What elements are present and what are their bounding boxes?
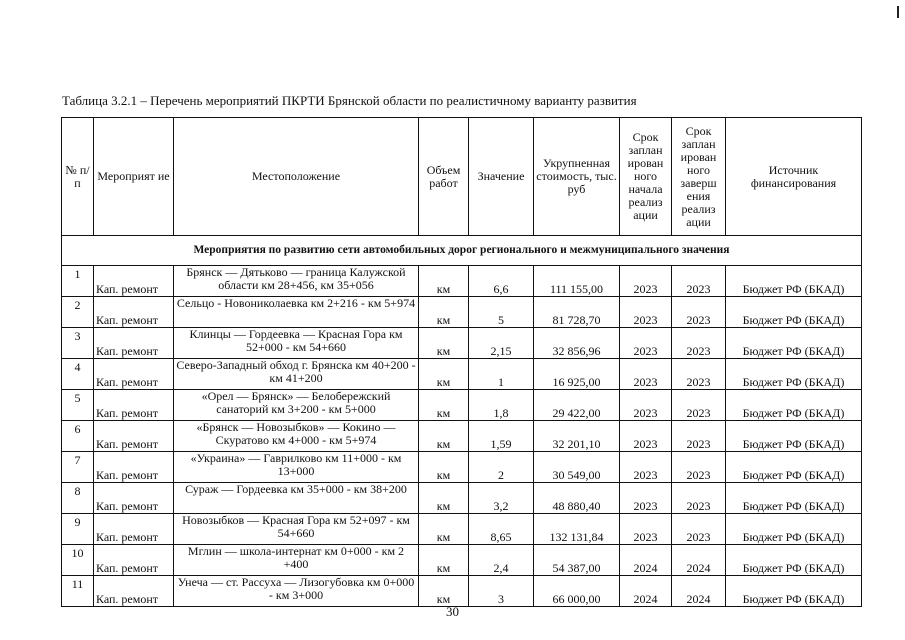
row-number: 11 [62, 576, 94, 607]
header-cost: Укрупненная стоимость, тыс. руб [534, 118, 620, 236]
row-unit: км [419, 421, 469, 452]
row-source: Бюджет РФ (БКАД) [726, 359, 862, 390]
row-value: 2 [469, 452, 534, 483]
row-cost: 30 549,00 [534, 452, 620, 483]
row-number: 8 [62, 483, 94, 514]
row-source: Бюджет РФ (БКАД) [726, 390, 862, 421]
row-number: 1 [62, 266, 94, 297]
table-row [62, 297, 862, 328]
header-num: № п/п [62, 118, 94, 236]
row-end-year: 2023 [672, 514, 726, 545]
row-end-year: 2024 [672, 576, 726, 607]
row-cost: 111 155,00 [534, 266, 620, 297]
row-start-year: 2023 [620, 390, 672, 421]
row-value: 8,65 [469, 514, 534, 545]
row-cost: 32 856,96 [534, 328, 620, 359]
row-event: Кап. ремонт [94, 328, 174, 359]
row-cost: 29 422,00 [534, 390, 620, 421]
row-location: Сельцо - Новониколаевка км 2+216 - км 5+974 [174, 297, 419, 328]
row-cost: 16 925,00 [534, 359, 620, 390]
row-source: Бюджет РФ (БКАД) [726, 297, 862, 328]
row-location: «Орел — Брянск» — Белобережский санаторий км 3+200 - км 5+000 [174, 390, 419, 421]
row-end-year: 2023 [672, 359, 726, 390]
row-location: Новозыбков — Красная Гора км 52+097 - км 54+660 [174, 514, 419, 545]
row-cost: 132 131,84 [534, 514, 620, 545]
row-event: Кап. ремонт [94, 514, 174, 545]
row-event: Кап. ремонт [94, 452, 174, 483]
table-row [62, 483, 862, 514]
row-value: 1 [469, 359, 534, 390]
row-unit: км [419, 266, 469, 297]
row-source: Бюджет РФ (БКАД) [726, 452, 862, 483]
row-location: «Украина» — Гаврилково км 11+000 - км 13+000 [174, 452, 419, 483]
row-event: Кап. ремонт [94, 545, 174, 576]
row-value: 2,4 [469, 545, 534, 576]
row-end-year: 2023 [672, 390, 726, 421]
row-start-year: 2023 [620, 359, 672, 390]
table-row [62, 328, 862, 359]
row-source: Бюджет РФ (БКАД) [726, 483, 862, 514]
row-value: 6,6 [469, 266, 534, 297]
row-number: 7 [62, 452, 94, 483]
row-value: 3 [469, 576, 534, 607]
row-value: 3,2 [469, 483, 534, 514]
row-unit: км [419, 545, 469, 576]
row-end-year: 2023 [672, 421, 726, 452]
header-end: Срок заплан ирован ного заверш ения реализ ации [672, 118, 726, 236]
row-unit: км [419, 452, 469, 483]
section-title: Мероприятия по развитию сети автомобильных дорог регионального и межмуниципального значения [62, 236, 862, 266]
row-end-year: 2023 [672, 266, 726, 297]
header-start: Срок заплан ирован ного начала реализ ации [620, 118, 672, 236]
row-start-year: 2023 [620, 514, 672, 545]
row-end-year: 2023 [672, 483, 726, 514]
row-event: Кап. ремонт [94, 359, 174, 390]
row-cost: 54 387,00 [534, 545, 620, 576]
row-event: Кап. ремонт [94, 297, 174, 328]
row-value: 1,8 [469, 390, 534, 421]
row-event: Кап. ремонт [94, 483, 174, 514]
row-location: «Брянск — Новозыбков» — Кокино — Скуратово км 4+000 - км 5+974 [174, 421, 419, 452]
row-unit: км [419, 297, 469, 328]
row-location: Брянск — Дятьково — граница Калужской области км 28+456, км 35+056 [174, 266, 419, 297]
row-end-year: 2023 [672, 297, 726, 328]
row-unit: км [419, 576, 469, 607]
row-end-year: 2023 [672, 328, 726, 359]
header-event: Мероприят ие [94, 118, 174, 236]
row-unit: км [419, 328, 469, 359]
row-cost: 48 880,40 [534, 483, 620, 514]
row-number: 6 [62, 421, 94, 452]
row-event: Кап. ремонт [94, 576, 174, 607]
row-start-year: 2023 [620, 483, 672, 514]
row-value: 1,59 [469, 421, 534, 452]
row-location: Мглин — школа-интернат км 0+000 - км 2 +400 [174, 545, 419, 576]
row-value: 5 [469, 297, 534, 328]
row-start-year: 2023 [620, 297, 672, 328]
row-start-year: 2024 [620, 545, 672, 576]
measures-table [61, 117, 862, 607]
row-cost: 32 201,10 [534, 421, 620, 452]
header-value: Значение [469, 118, 534, 236]
table-row [62, 576, 862, 607]
row-source: Бюджет РФ (БКАД) [726, 545, 862, 576]
row-start-year: 2023 [620, 266, 672, 297]
row-unit: км [419, 359, 469, 390]
header-source: Источник финансирования [726, 118, 862, 236]
page-number: 30 [446, 604, 459, 619]
row-start-year: 2024 [620, 576, 672, 607]
row-start-year: 2023 [620, 421, 672, 452]
row-source: Бюджет РФ (БКАД) [726, 421, 862, 452]
table-caption: Таблица 3.2.1 – Перечень мероприятий ПКРТИ Брянской области по реалистичному варианту развития [62, 93, 637, 108]
row-unit: км [419, 390, 469, 421]
row-source: Бюджет РФ (БКАД) [726, 266, 862, 297]
row-number: 10 [62, 545, 94, 576]
table-row [62, 421, 862, 452]
row-cost: 81 728,70 [534, 297, 620, 328]
table-row [62, 390, 862, 421]
row-event: Кап. ремонт [94, 266, 174, 297]
row-number: 5 [62, 390, 94, 421]
row-unit: км [419, 483, 469, 514]
row-location: Унеча — ст. Рассуха — Лизогубовка км 0+000 - км 3+000 [174, 576, 419, 607]
row-source: Бюджет РФ (БКАД) [726, 514, 862, 545]
row-source: Бюджет РФ (БКАД) [726, 328, 862, 359]
section-row [62, 236, 862, 266]
header-location: Местоположение [174, 118, 419, 236]
row-cost: 66 000,00 [534, 576, 620, 607]
row-start-year: 2023 [620, 328, 672, 359]
row-location: Клинцы — Гордеевка — Красная Гора км 52+000 - км 54+660 [174, 328, 419, 359]
table-row [62, 452, 862, 483]
row-unit: км [419, 514, 469, 545]
table-row [62, 514, 862, 545]
row-number: 4 [62, 359, 94, 390]
page-edge-mark [897, 6, 899, 18]
row-source: Бюджет РФ (БКАД) [726, 576, 862, 607]
table-row [62, 545, 862, 576]
row-location: Сураж — Гордеевка км 35+000 - км 38+200 [174, 483, 419, 514]
table-header-row [62, 118, 862, 236]
row-number: 9 [62, 514, 94, 545]
row-event: Кап. ремонт [94, 421, 174, 452]
row-end-year: 2023 [672, 452, 726, 483]
row-value: 2,15 [469, 328, 534, 359]
row-end-year: 2024 [672, 545, 726, 576]
row-number: 3 [62, 328, 94, 359]
row-start-year: 2023 [620, 452, 672, 483]
row-number: 2 [62, 297, 94, 328]
row-location: Северо-Западный обход г. Брянска км 40+200 - км 41+200 [174, 359, 419, 390]
table-row [62, 359, 862, 390]
row-event: Кап. ремонт [94, 390, 174, 421]
table-row [62, 266, 862, 297]
header-volume: Объем работ [419, 118, 469, 236]
